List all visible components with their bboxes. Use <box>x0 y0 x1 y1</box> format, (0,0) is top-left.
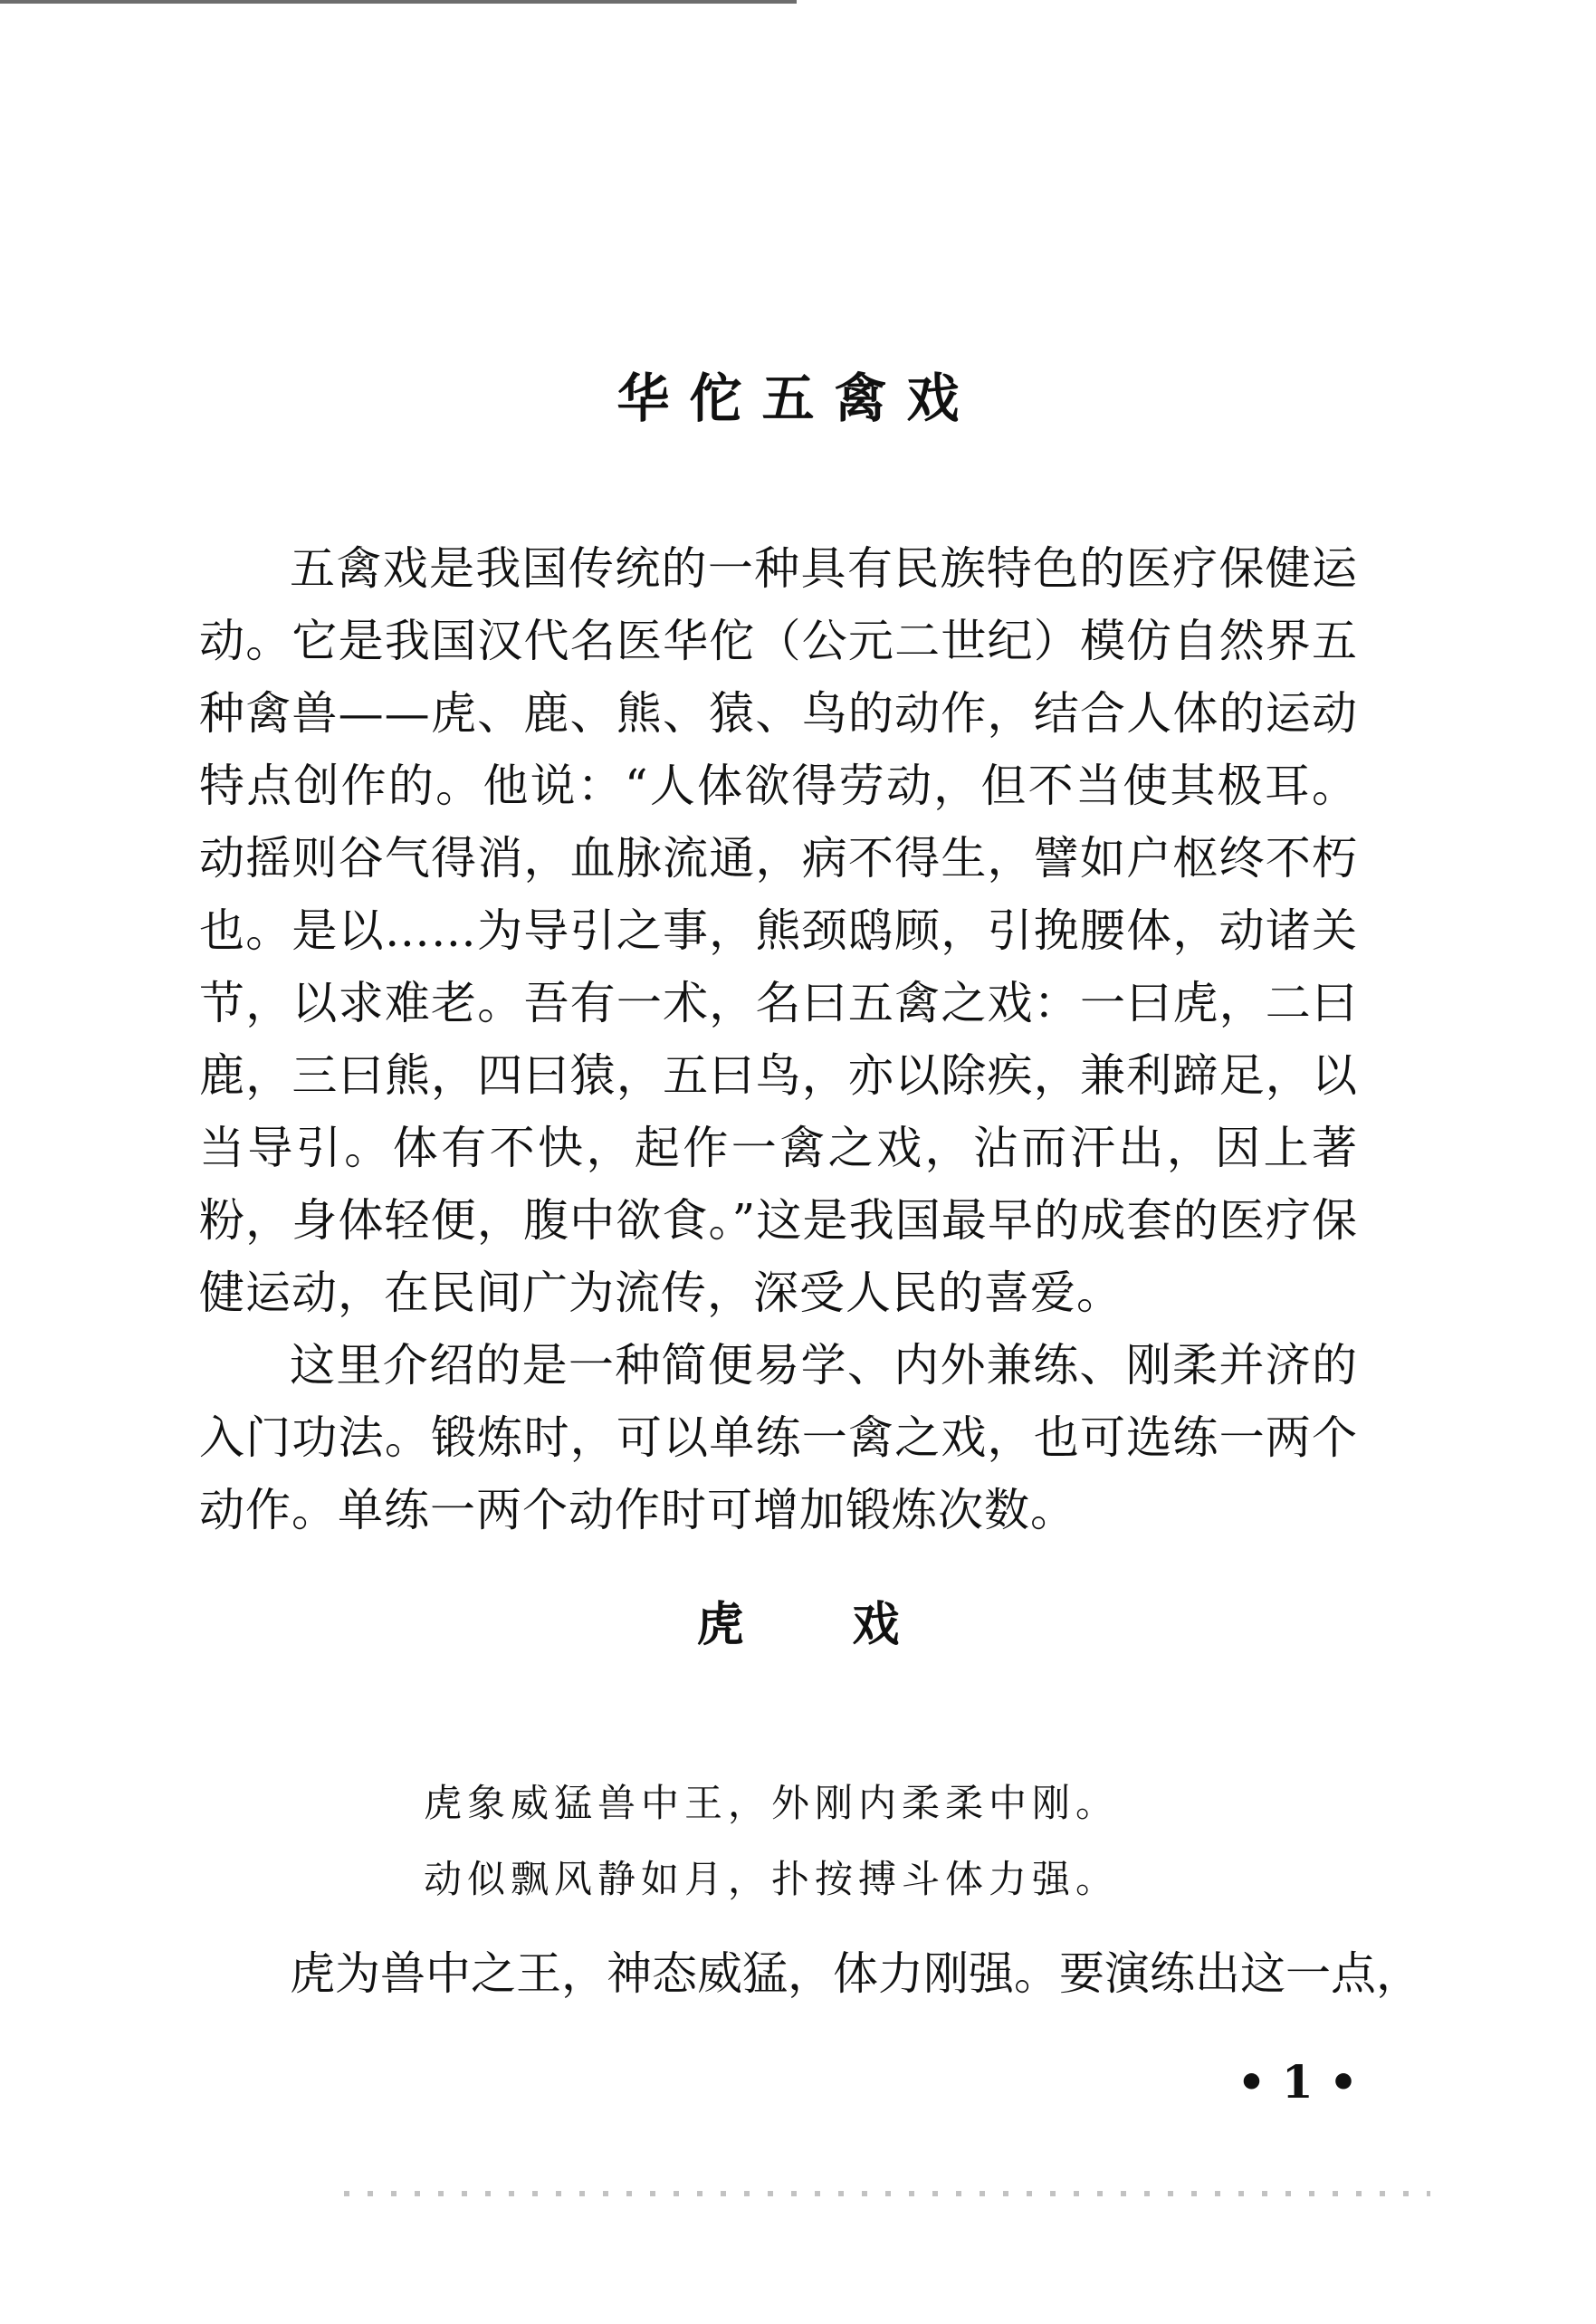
scan-noise <box>344 2191 1430 2196</box>
poem-line-1: 虎象威猛兽中王，外刚内柔柔中刚。 <box>424 1781 1120 1825</box>
section-title-part-2: 戏 <box>852 1598 900 1652</box>
poem-line-2: 动似飘风静如月，扑按搏斗体力强。 <box>424 1857 1120 1901</box>
section-title-part-1: 虎 <box>696 1598 744 1652</box>
top-rule <box>0 0 797 4</box>
section-title <box>0 1589 1596 1661</box>
page-title: 华佗五禽戏 <box>616 368 980 429</box>
intro-paragraph-1: 五禽戏是我国传统的一种具有民族特色的医疗保健运动。它是我国汉代名医华佗（公元二世纪）模仿自然界五种禽兽——虎、鹿、熊、猿、鸟的动作，结合人体的运动特点创作的。他说：“人体欲得劳动，但不当使其极耳。动摇则谷气得消，血脉流通，病不得生，譬如户枢终不朽也。是以……为导引之事，熊颈鸱顾，引挽腰体，动诸关节，以求难老。吾有一术，名曰五禽之戏：一曰虎，二曰鹿，三曰熊，四曰猿，五曰鸟，亦以除疾，兼利蹄足，以当导引。体有不快，起作一禽之戏，沾而汗出，因上著粉，身体轻便，腹中欲食。”这是我国最早的成套的医疗保健运动，在民间广为流传，深受人民的喜爱。 <box>199 542 1358 1319</box>
intro-paragraph-2: 这里介绍的是一种简便易学、内外兼练、刚柔并济的入门功法。锻炼时，可以单练一禽之戏，也可选练一两个动作。单练一两个动作时可增加锻炼次数。 <box>199 1339 1358 1536</box>
page-number: • 1 • <box>1237 2055 1358 2109</box>
body-paragraph: 虎为兽中之王，神态威猛，体力刚强。要演练出这一点， <box>290 1947 1421 2000</box>
intro-section <box>199 532 1358 1546</box>
poem-block <box>424 1765 1238 1918</box>
